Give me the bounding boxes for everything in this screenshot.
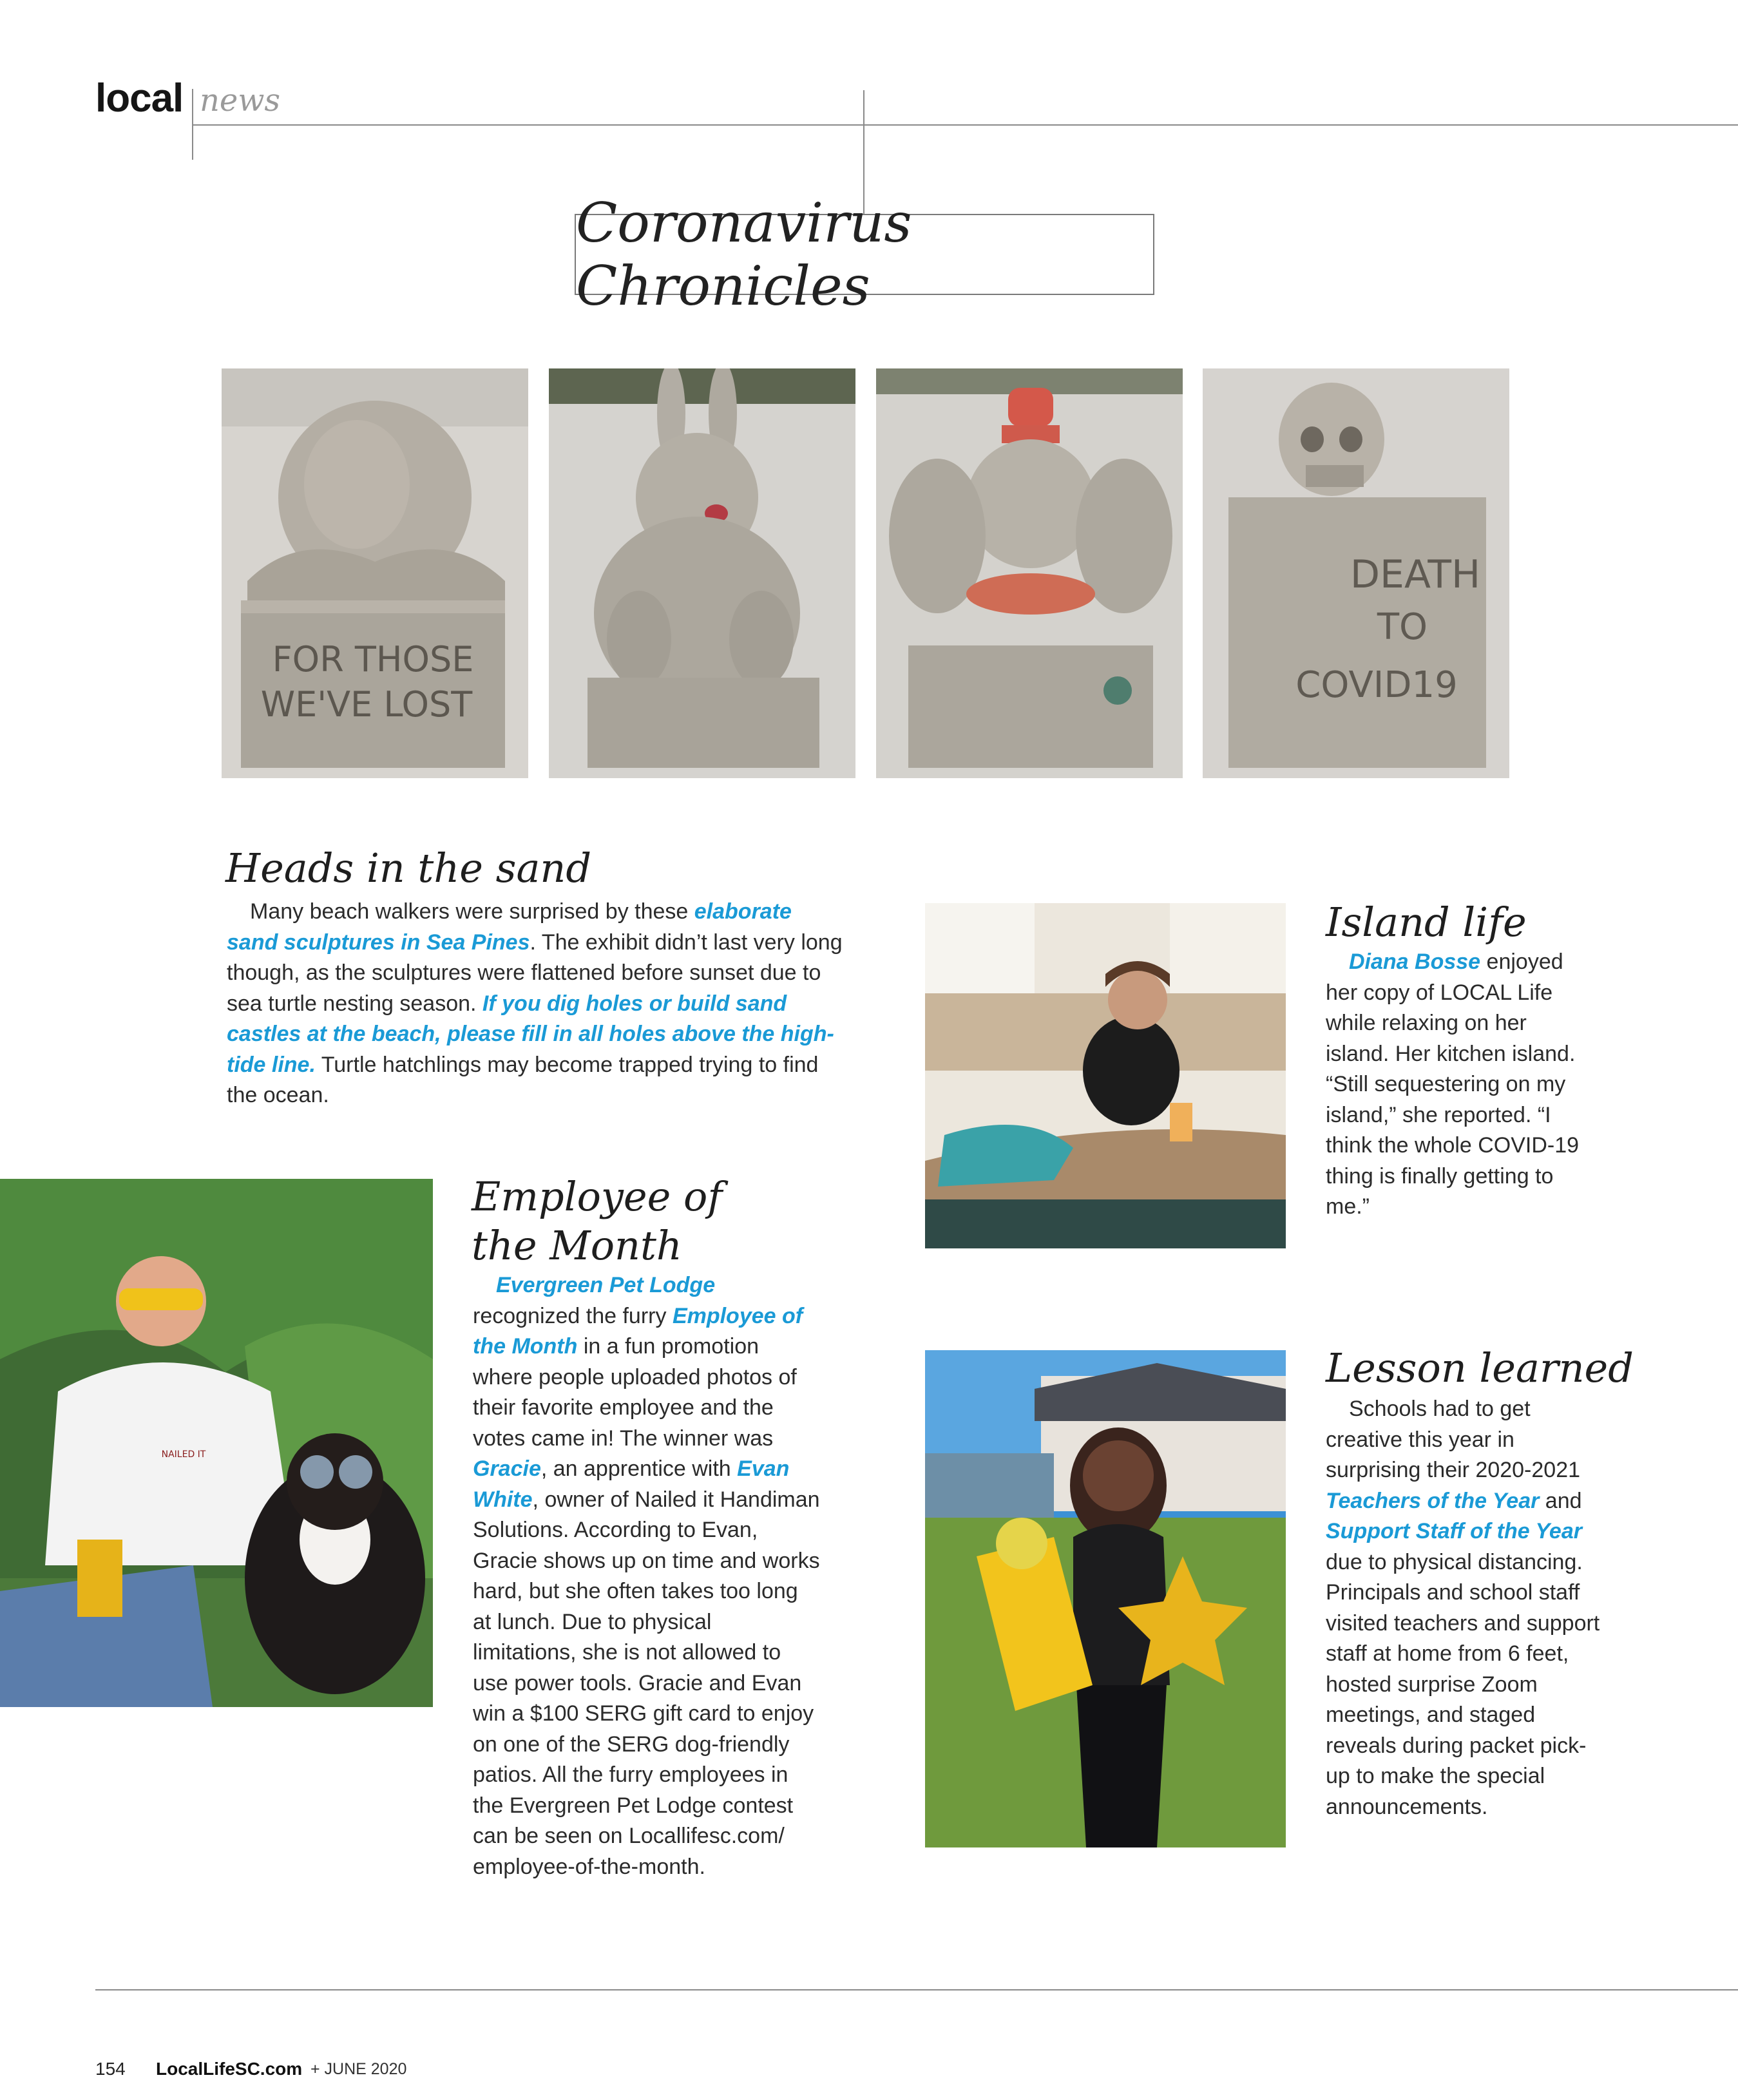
rabbit-sculpture-photo xyxy=(549,368,855,778)
brand-logo: local xyxy=(95,76,184,120)
issue-date: + JUNE 2020 xyxy=(310,2060,407,2078)
diana-bosse-name: Diana Bosse xyxy=(1349,950,1481,974)
svg-text:FOR THOSE: FOR THOSE xyxy=(272,639,474,680)
kitchen-island-photo-icon xyxy=(925,903,1286,1248)
teacher-with-balloon-photo-icon xyxy=(925,1350,1286,1847)
employee-body: Evergreen Pet Lodge recognized the furry Employee of the Month in a fun promotion where people uploaded photos of their favorite employee and the votes came in! The winner was Gracie, an apprentice with Evan White, owner of Nailed it Handiman Solutions. According to Evan, Gracie shows up on time and works hard, but she often takes too long at lunch. Due to physical limitations, she is not allowed to use power tools. Gracie and Evan win a $100 SERG gift card to enjoy on one of the SERG dog-friendly patios. All the furry employees in the Evergreen Pet Lodge contest can be seen on Locallifesc.com/ employee-of-the-month. xyxy=(473,1273,820,1879)
svg-text:DEATH: DEATH xyxy=(1350,552,1481,597)
page-title-box xyxy=(575,191,1154,318)
sand-sculptures-link: elaborate sand sculptures in Sea Pines xyxy=(227,899,792,955)
employee-heading: Employee of the Month xyxy=(472,1173,723,1269)
rabbit-sand-sculpture-icon xyxy=(549,368,855,778)
employee-of-month-link: Employee of the Month xyxy=(473,1303,803,1359)
header-rule xyxy=(192,124,1738,126)
footer-rule xyxy=(95,1989,1738,1990)
lesson-learned-photo xyxy=(925,1350,1286,1847)
elephant-sculpture-photo xyxy=(876,368,1183,778)
page-title: Coronavirus Chronicles xyxy=(576,191,912,318)
teachers-of-year-link: Teachers of the Year xyxy=(1326,1488,1540,1513)
man-with-dog-photo-icon xyxy=(0,1179,433,1707)
island-life-photo xyxy=(925,903,1286,1248)
evergreen-pet-lodge-name: Evergreen Pet Lodge xyxy=(496,1273,716,1297)
skull-sculpture-photo xyxy=(1203,368,1509,778)
employee-photo xyxy=(0,1179,433,1707)
heads-in-sand-heading: Heads in the sand xyxy=(225,845,592,892)
angel-sand-sculpture-icon xyxy=(222,368,528,778)
skull-sand-sculpture-icon xyxy=(1203,368,1509,778)
svg-text:WE'VE LOST: WE'VE LOST xyxy=(260,684,473,725)
lesson-learned-body: Schools had to get creative this year in surprising their 2020-2021 Teachers of the Year and Support Staff of the Year due to physical distancing. Principals and school staff visited teachers and support staff at home from 6 feet, hosted surprise Zoom meetings, and staged reveals during packet pick-up to make the special announcements. xyxy=(1326,1397,1600,1819)
elephant-sand-sculpture-icon xyxy=(876,368,1183,778)
evan-white-name: Evan White xyxy=(473,1456,790,1512)
island-life-heading: Island life xyxy=(1326,899,1527,946)
svg-text:NAILED IT: NAILED IT xyxy=(161,1449,206,1460)
angel-sculpture-photo xyxy=(222,368,528,778)
heads-in-sand-body: Many beach walkers were surprised by these elaborate sand sculptures in Sea Pines. The exhibit didn’t last very long though, as the sculptures were flattened before sunset due to sea turtle nesting season. If you dig holes or build sand castles at the beach, please fill in all holes above the high-tide line. Turtle hatchlings may become trapped trying to find the ocean. xyxy=(227,899,843,1107)
support-staff-link: Support Staff of the Year xyxy=(1326,1519,1582,1543)
lesson-learned-heading: Lesson learned xyxy=(1326,1344,1634,1391)
section-label: news xyxy=(200,82,281,119)
svg-text:COVID19: COVID19 xyxy=(1295,664,1458,706)
svg-text:TO: TO xyxy=(1377,606,1428,648)
site-name: LocalLifeSC.com xyxy=(156,2059,303,2079)
gracie-name: Gracie xyxy=(473,1456,541,1481)
island-life-body: Diana Bosse enjoyed her copy of LOCAL Life while relaxing on her island. Her kitchen island. “Still sequestering on my island,” she reported. “I think the whole COVID-19 thing is finally getting to me.” xyxy=(1326,950,1580,1219)
fill-holes-callout: If you dig holes or build sand castles at the beach, please fill in all holes above the high-tide line. xyxy=(227,991,834,1077)
page-number: 154 xyxy=(95,2059,126,2079)
